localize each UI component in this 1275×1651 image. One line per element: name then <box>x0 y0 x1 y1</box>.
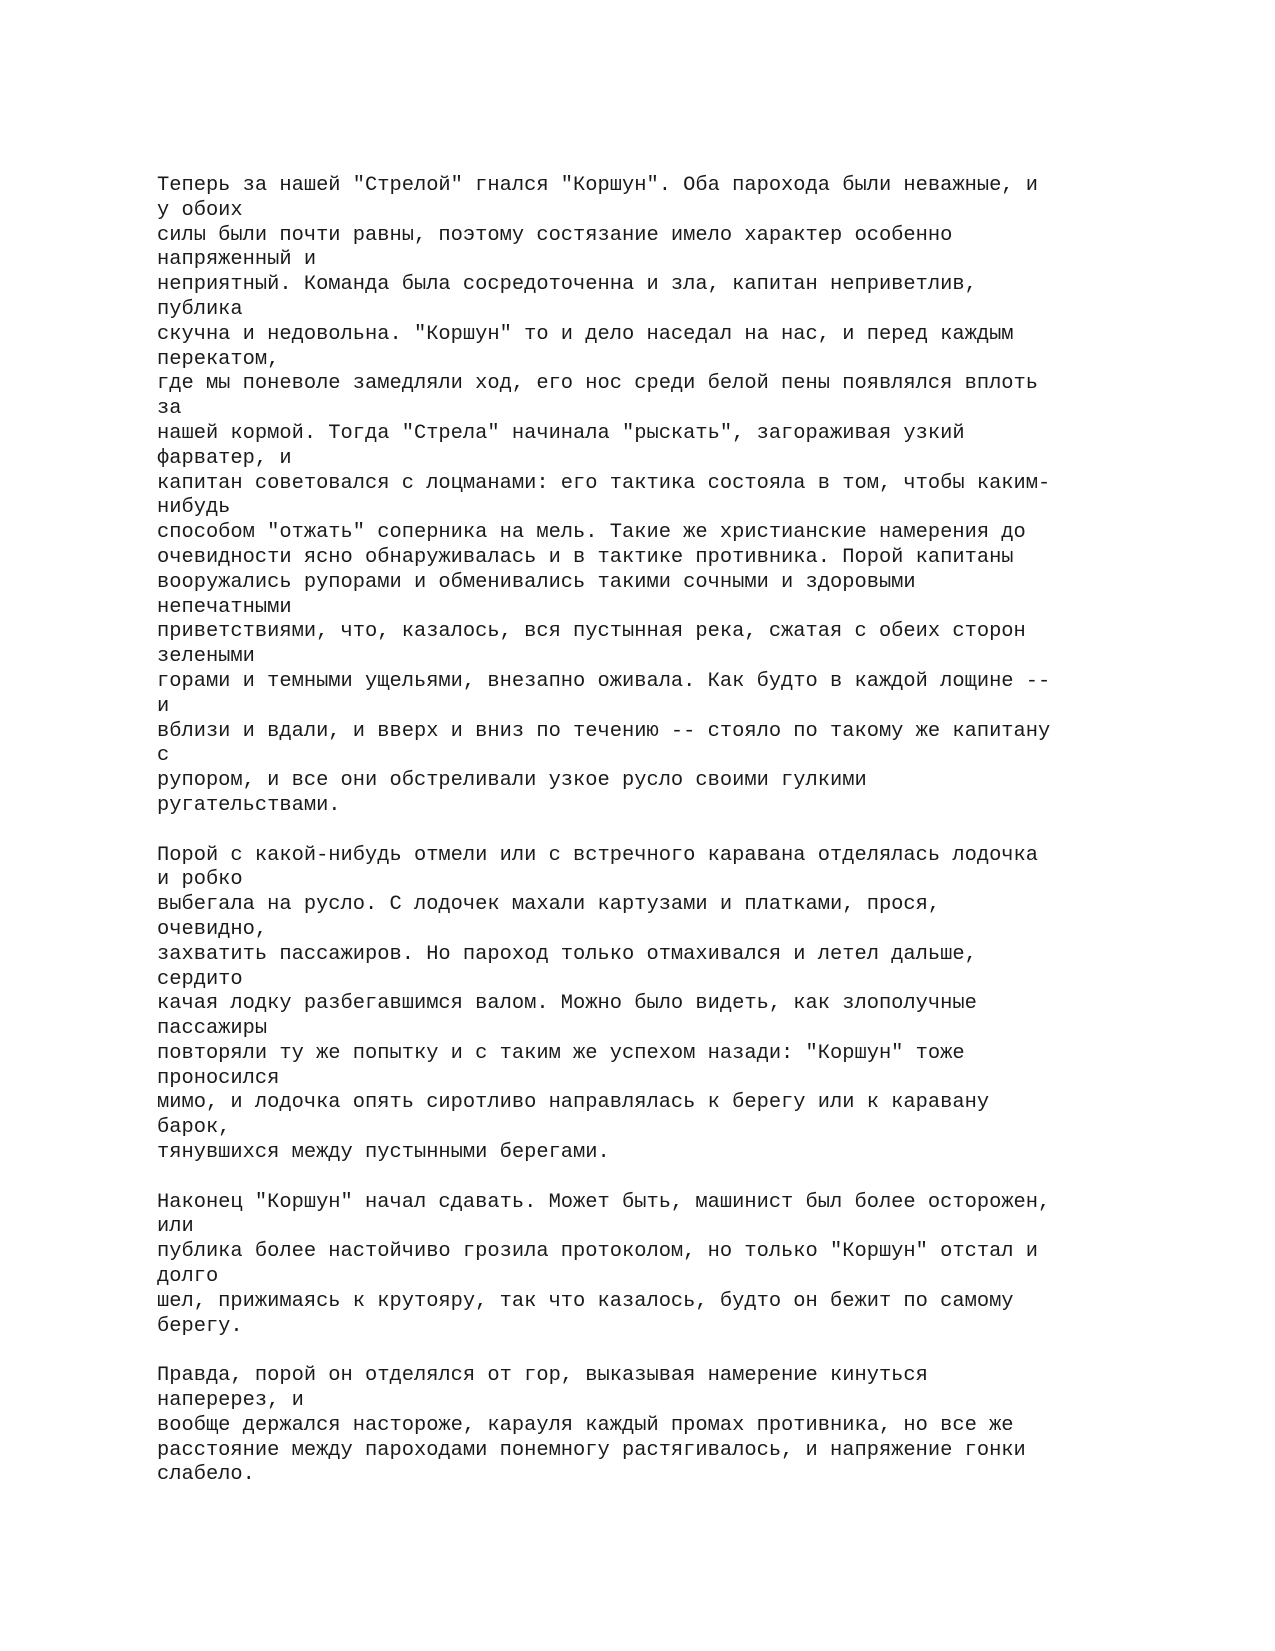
text-line: горами и темными ущельями, внезапно оживала. Как будто в каждой лощине -- <box>157 669 1051 693</box>
text-line: вообще держался настороже, карауля каждый промах противника, но все же <box>157 1413 1014 1437</box>
text-line: мимо, и лодочка опять сиротливо направлялась к берегу или к каравану <box>157 1091 990 1115</box>
text-line: проносился <box>157 1066 280 1090</box>
text-line: перекатом, <box>157 347 280 371</box>
paragraph-1 <box>157 174 1157 819</box>
text-line: непечатными <box>157 595 292 619</box>
text-line: Теперь за нашей "Стрелой" гнался "Коршун". Оба парохода были неважные, и <box>157 174 1039 197</box>
text-line: тянувшихся между пустынными берегами. <box>157 1141 610 1165</box>
text-line: вооружались рупорами и обменивались такими сочными и здоровыми <box>157 570 916 594</box>
text-line: шел, прижимаясь к крутояру, так что казалось, будто он бежит по самому <box>157 1289 1014 1313</box>
text-line: очевидности ясно обнаруживалась и в тактике противника. Порой капитаны <box>157 545 1014 569</box>
text-line: и робко <box>157 868 243 892</box>
text-line: повторяли ту же попытку и с таким же успехом назади: "Коршун" тоже <box>157 1041 965 1065</box>
text-line: приветствиями, что, казалось, вся пустынная река, сжатая с обеих сторон <box>157 620 1026 644</box>
text-line: зелеными <box>157 645 255 669</box>
text-line: нибудь <box>157 496 231 520</box>
text-line: сердито <box>157 967 243 991</box>
text-line: фарватер, и <box>157 446 292 470</box>
text-line: берегу. <box>157 1314 243 1338</box>
text-line: нашей кормой. Тогда "Стрела" начинала "рыскать", загораживая узкий <box>157 421 965 445</box>
text-line: захватить пассажиров. Но пароход только отмахивался и летел дальше, <box>157 942 977 966</box>
text-line: напряженный и <box>157 248 317 272</box>
text-line: и <box>157 694 170 718</box>
paragraph-4 <box>157 1364 1157 1488</box>
text-line: пассажиры <box>157 1017 268 1041</box>
text-line: Правда, порой он отделялся от гор, выказывая намерение кинуться <box>157 1364 928 1388</box>
text-line: Наконец "Коршун" начал сдавать. Может быть, машинист был более осторожен, <box>157 1190 1051 1214</box>
paragraph-3 <box>157 1191 1157 1340</box>
text-line: за <box>157 397 182 421</box>
text-line: Порой с какой-нибудь отмели или с встречного каравана отделялась лодочка <box>157 843 1039 867</box>
text-line: барок, <box>157 1116 231 1140</box>
text-line: у обоих <box>157 198 243 222</box>
text-line: очевидно, <box>157 917 268 941</box>
text-line: способом "отжать" соперника на мель. Такие же христианские намерения до <box>157 521 1026 545</box>
text-line: выбегала на русло. С лодочек махали картузами и платками, прося, <box>157 893 941 917</box>
text-line: скучна и недовольна. "Коршун" то и дело наседал на нас, и перед каждым <box>157 322 1014 346</box>
text-line: долго <box>157 1265 219 1289</box>
text-line: публика более настойчиво грозила протоколом, но только "Коршун" отстал и <box>157 1240 1039 1264</box>
text-line: с <box>157 744 170 768</box>
text-line: публика <box>157 297 243 321</box>
text-line: или <box>157 1215 194 1239</box>
text-line: вблизи и вдали, и вверх и вниз по течению -- стояло по такому же капитану <box>157 719 1051 743</box>
text-line: слабело. <box>157 1463 255 1487</box>
paragraph-2 <box>157 844 1157 1166</box>
text-line: ругательствами. <box>157 793 341 817</box>
text-line: наперерез, и <box>157 1389 304 1413</box>
text-line: расстояние между пароходами понемногу растягивалось, и напряжение гонки <box>157 1438 1026 1462</box>
text-line: капитан советовался с лоцманами: его тактика состояла в том, чтобы каким- <box>157 471 1051 495</box>
document-text <box>157 174 1157 1513</box>
text-line: неприятный. Команда была сосредоточенна и зла, капитан неприветлив, <box>157 273 977 297</box>
text-line: качая лодку разбегавшимся валом. Можно было видеть, как злополучные <box>157 992 977 1016</box>
text-line: где мы поневоле замедляли ход, его нос среди белой пены появлялся вплоть <box>157 372 1039 396</box>
text-line: силы были почти равны, поэтому состязание имело характер особенно <box>157 223 953 247</box>
text-line: рупором, и все они обстреливали узкое русло своими гулкими <box>157 769 867 793</box>
